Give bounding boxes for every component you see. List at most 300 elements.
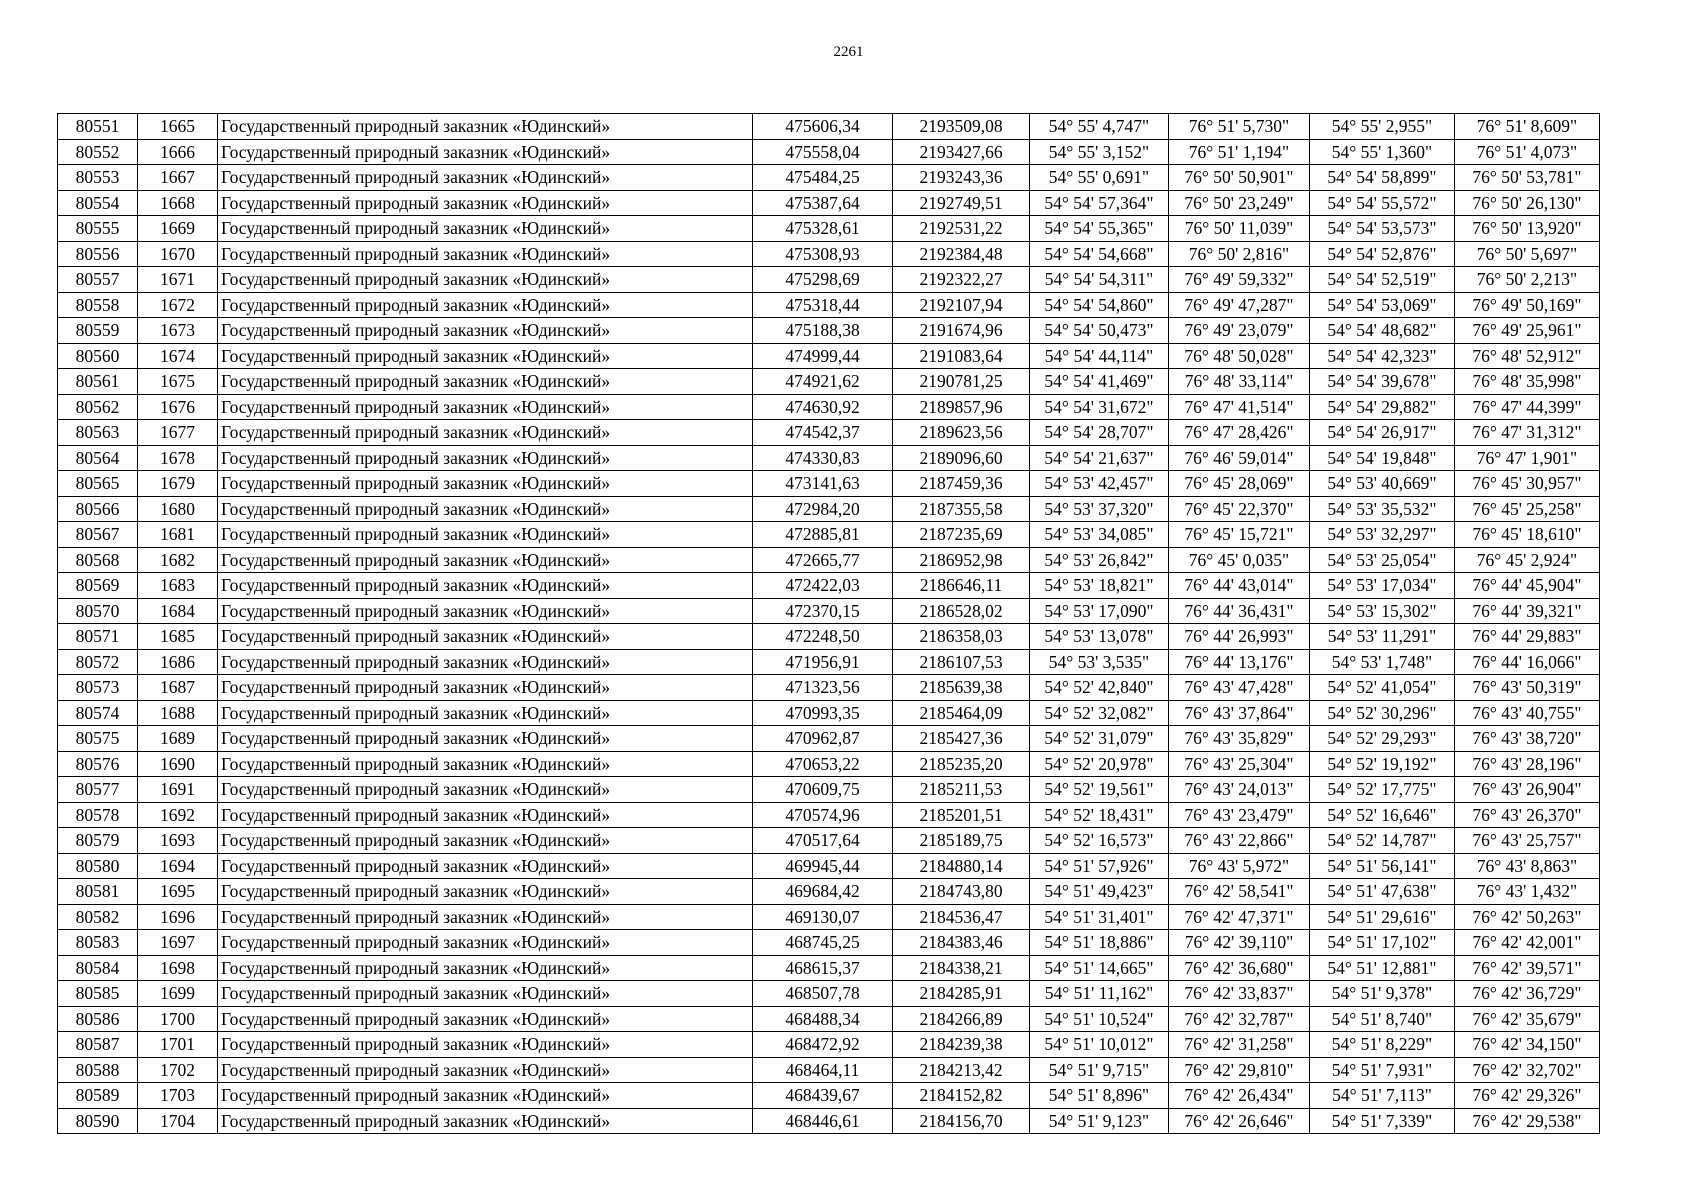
y-coordinate-cell: 2184880,14 <box>893 853 1030 879</box>
point-number-cell: 1670 <box>138 241 218 267</box>
x-coordinate-cell: 468488,34 <box>753 1006 893 1032</box>
longitude-1-cell: 76° 43' 47,428" <box>1169 675 1310 701</box>
row-number-cell: 80573 <box>58 675 138 701</box>
latitude-2-cell: 54° 53' 35,532" <box>1310 496 1455 522</box>
x-coordinate-cell: 468439,67 <box>753 1083 893 1109</box>
table-row <box>58 981 1600 1007</box>
table-row <box>58 700 1600 726</box>
y-coordinate-cell: 2191083,64 <box>893 343 1030 369</box>
longitude-1-cell: 76° 50' 50,901" <box>1169 165 1310 191</box>
latitude-2-cell: 54° 52' 19,192" <box>1310 751 1455 777</box>
longitude-1-cell: 76° 42' 47,371" <box>1169 904 1310 930</box>
longitude-1-cell: 76° 43' 5,972" <box>1169 853 1310 879</box>
y-coordinate-cell: 2185235,20 <box>893 751 1030 777</box>
y-coordinate-cell: 2186107,53 <box>893 649 1030 675</box>
y-coordinate-cell: 2191674,96 <box>893 318 1030 344</box>
point-number-cell: 1668 <box>138 190 218 216</box>
longitude-2-cell: 76° 51' 4,073" <box>1455 139 1600 165</box>
coordinates-table <box>57 113 1600 1134</box>
name-cell: Государственный природный заказник «Юдинский» <box>218 318 753 344</box>
longitude-2-cell: 76° 42' 34,150" <box>1455 1032 1600 1058</box>
x-coordinate-cell: 470993,35 <box>753 700 893 726</box>
name-cell: Государственный природный заказник «Юдинский» <box>218 573 753 599</box>
y-coordinate-cell: 2189623,56 <box>893 420 1030 446</box>
point-number-cell: 1692 <box>138 802 218 828</box>
longitude-1-cell: 76° 43' 24,013" <box>1169 777 1310 803</box>
row-number-cell: 80553 <box>58 165 138 191</box>
name-cell: Государственный природный заказник «Юдинский» <box>218 853 753 879</box>
latitude-1-cell: 54° 52' 31,079" <box>1030 726 1169 752</box>
longitude-1-cell: 76° 45' 0,035" <box>1169 547 1310 573</box>
x-coordinate-cell: 474542,37 <box>753 420 893 446</box>
longitude-2-cell: 76° 45' 30,957" <box>1455 471 1600 497</box>
x-coordinate-cell: 469130,07 <box>753 904 893 930</box>
latitude-1-cell: 54° 54' 54,668" <box>1030 241 1169 267</box>
latitude-2-cell: 54° 55' 1,360" <box>1310 139 1455 165</box>
longitude-2-cell: 76° 49' 25,961" <box>1455 318 1600 344</box>
name-cell: Государственный природный заказник «Юдинский» <box>218 1057 753 1083</box>
longitude-2-cell: 76° 50' 13,920" <box>1455 216 1600 242</box>
latitude-2-cell: 54° 51' 29,616" <box>1310 904 1455 930</box>
row-number-cell: 80580 <box>58 853 138 879</box>
point-number-cell: 1691 <box>138 777 218 803</box>
table-body <box>58 114 1600 1134</box>
longitude-1-cell: 76° 51' 1,194" <box>1169 139 1310 165</box>
page-number: 2261 <box>833 44 864 60</box>
row-number-cell: 80582 <box>58 904 138 930</box>
latitude-1-cell: 54° 54' 54,860" <box>1030 292 1169 318</box>
x-coordinate-cell: 475318,44 <box>753 292 893 318</box>
table-row <box>58 394 1600 420</box>
y-coordinate-cell: 2184285,91 <box>893 981 1030 1007</box>
y-coordinate-cell: 2187235,69 <box>893 522 1030 548</box>
latitude-2-cell: 54° 54' 39,678" <box>1310 369 1455 395</box>
table-row <box>58 318 1600 344</box>
x-coordinate-cell: 471956,91 <box>753 649 893 675</box>
table-row <box>58 471 1600 497</box>
point-number-cell: 1682 <box>138 547 218 573</box>
y-coordinate-cell: 2193427,66 <box>893 139 1030 165</box>
row-number-cell: 80567 <box>58 522 138 548</box>
point-number-cell: 1688 <box>138 700 218 726</box>
x-coordinate-cell: 474630,92 <box>753 394 893 420</box>
latitude-2-cell: 54° 51' 17,102" <box>1310 930 1455 956</box>
latitude-2-cell: 54° 52' 30,296" <box>1310 700 1455 726</box>
longitude-2-cell: 76° 42' 32,702" <box>1455 1057 1600 1083</box>
table-row <box>58 751 1600 777</box>
longitude-1-cell: 76° 49' 47,287" <box>1169 292 1310 318</box>
latitude-1-cell: 54° 54' 44,114" <box>1030 343 1169 369</box>
point-number-cell: 1698 <box>138 955 218 981</box>
longitude-2-cell: 76° 43' 25,757" <box>1455 828 1600 854</box>
row-number-cell: 80589 <box>58 1083 138 1109</box>
latitude-1-cell: 54° 55' 0,691" <box>1030 165 1169 191</box>
row-number-cell: 80552 <box>58 139 138 165</box>
row-number-cell: 80577 <box>58 777 138 803</box>
longitude-2-cell: 76° 48' 52,912" <box>1455 343 1600 369</box>
row-number-cell: 80558 <box>58 292 138 318</box>
latitude-2-cell: 54° 51' 9,378" <box>1310 981 1455 1007</box>
name-cell: Государственный природный заказник «Юдинский» <box>218 955 753 981</box>
y-coordinate-cell: 2186358,03 <box>893 624 1030 650</box>
point-number-cell: 1704 <box>138 1108 218 1134</box>
latitude-2-cell: 54° 53' 1,748" <box>1310 649 1455 675</box>
name-cell: Государственный природный заказник «Юдинский» <box>218 190 753 216</box>
row-number-cell: 80559 <box>58 318 138 344</box>
latitude-1-cell: 54° 53' 26,842" <box>1030 547 1169 573</box>
row-number-cell: 80566 <box>58 496 138 522</box>
point-number-cell: 1683 <box>138 573 218 599</box>
latitude-1-cell: 54° 51' 18,886" <box>1030 930 1169 956</box>
longitude-2-cell: 76° 42' 42,001" <box>1455 930 1600 956</box>
x-coordinate-cell: 475606,34 <box>753 114 893 140</box>
y-coordinate-cell: 2185639,38 <box>893 675 1030 701</box>
latitude-1-cell: 54° 53' 17,090" <box>1030 598 1169 624</box>
y-coordinate-cell: 2185211,53 <box>893 777 1030 803</box>
name-cell: Государственный природный заказник «Юдинский» <box>218 1006 753 1032</box>
longitude-2-cell: 76° 45' 25,258" <box>1455 496 1600 522</box>
name-cell: Государственный природный заказник «Юдинский» <box>218 165 753 191</box>
row-number-cell: 80572 <box>58 649 138 675</box>
latitude-2-cell: 54° 51' 56,141" <box>1310 853 1455 879</box>
y-coordinate-cell: 2193243,36 <box>893 165 1030 191</box>
longitude-2-cell: 76° 42' 36,729" <box>1455 981 1600 1007</box>
point-number-cell: 1677 <box>138 420 218 446</box>
latitude-2-cell: 54° 52' 41,054" <box>1310 675 1455 701</box>
table-row <box>58 165 1600 191</box>
x-coordinate-cell: 470609,75 <box>753 777 893 803</box>
latitude-2-cell: 54° 53' 25,054" <box>1310 547 1455 573</box>
latitude-1-cell: 54° 54' 21,637" <box>1030 445 1169 471</box>
row-number-cell: 80568 <box>58 547 138 573</box>
table-row <box>58 522 1600 548</box>
row-number-cell: 80576 <box>58 751 138 777</box>
table-row <box>58 573 1600 599</box>
latitude-1-cell: 54° 51' 10,524" <box>1030 1006 1169 1032</box>
y-coordinate-cell: 2185201,51 <box>893 802 1030 828</box>
x-coordinate-cell: 475308,93 <box>753 241 893 267</box>
y-coordinate-cell: 2187355,58 <box>893 496 1030 522</box>
latitude-2-cell: 54° 53' 15,302" <box>1310 598 1455 624</box>
longitude-1-cell: 76° 49' 23,079" <box>1169 318 1310 344</box>
y-coordinate-cell: 2189096,60 <box>893 445 1030 471</box>
x-coordinate-cell: 468472,92 <box>753 1032 893 1058</box>
latitude-2-cell: 54° 51' 12,881" <box>1310 955 1455 981</box>
longitude-2-cell: 76° 47' 1,901" <box>1455 445 1600 471</box>
longitude-1-cell: 76° 45' 28,069" <box>1169 471 1310 497</box>
latitude-2-cell: 54° 54' 52,519" <box>1310 267 1455 293</box>
longitude-2-cell: 76° 43' 28,196" <box>1455 751 1600 777</box>
x-coordinate-cell: 470653,22 <box>753 751 893 777</box>
y-coordinate-cell: 2185427,36 <box>893 726 1030 752</box>
row-number-cell: 80564 <box>58 445 138 471</box>
table-row <box>58 624 1600 650</box>
longitude-1-cell: 76° 42' 31,258" <box>1169 1032 1310 1058</box>
row-number-cell: 80581 <box>58 879 138 905</box>
point-number-cell: 1699 <box>138 981 218 1007</box>
table-row <box>58 420 1600 446</box>
table-row <box>58 879 1600 905</box>
point-number-cell: 1673 <box>138 318 218 344</box>
point-number-cell: 1669 <box>138 216 218 242</box>
latitude-1-cell: 54° 53' 18,821" <box>1030 573 1169 599</box>
table-row <box>58 267 1600 293</box>
longitude-2-cell: 76° 50' 26,130" <box>1455 190 1600 216</box>
x-coordinate-cell: 474921,62 <box>753 369 893 395</box>
name-cell: Государственный природный заказник «Юдинский» <box>218 496 753 522</box>
longitude-1-cell: 76° 43' 23,479" <box>1169 802 1310 828</box>
name-cell: Государственный природный заказник «Юдинский» <box>218 267 753 293</box>
latitude-2-cell: 54° 51' 8,229" <box>1310 1032 1455 1058</box>
longitude-2-cell: 76° 47' 31,312" <box>1455 420 1600 446</box>
name-cell: Государственный природный заказник «Юдинский» <box>218 904 753 930</box>
longitude-1-cell: 76° 44' 36,431" <box>1169 598 1310 624</box>
name-cell: Государственный природный заказник «Юдинский» <box>218 522 753 548</box>
point-number-cell: 1676 <box>138 394 218 420</box>
longitude-1-cell: 76° 42' 58,541" <box>1169 879 1310 905</box>
latitude-1-cell: 54° 54' 28,707" <box>1030 420 1169 446</box>
row-number-cell: 80555 <box>58 216 138 242</box>
x-coordinate-cell: 469684,42 <box>753 879 893 905</box>
point-number-cell: 1689 <box>138 726 218 752</box>
row-number-cell: 80575 <box>58 726 138 752</box>
row-number-cell: 80551 <box>58 114 138 140</box>
x-coordinate-cell: 475387,64 <box>753 190 893 216</box>
point-number-cell: 1680 <box>138 496 218 522</box>
name-cell: Государственный природный заказник «Юдинский» <box>218 343 753 369</box>
name-cell: Государственный природный заказник «Юдинский» <box>218 369 753 395</box>
longitude-2-cell: 76° 45' 2,924" <box>1455 547 1600 573</box>
longitude-1-cell: 76° 44' 43,014" <box>1169 573 1310 599</box>
name-cell: Государственный природный заказник «Юдинский» <box>218 420 753 446</box>
longitude-1-cell: 76° 50' 2,816" <box>1169 241 1310 267</box>
row-number-cell: 80588 <box>58 1057 138 1083</box>
y-coordinate-cell: 2184156,70 <box>893 1108 1030 1134</box>
latitude-1-cell: 54° 54' 57,364" <box>1030 190 1169 216</box>
longitude-2-cell: 76° 42' 29,538" <box>1455 1108 1600 1134</box>
longitude-1-cell: 76° 42' 26,646" <box>1169 1108 1310 1134</box>
row-number-cell: 80583 <box>58 930 138 956</box>
name-cell: Государственный природный заказник «Юдинский» <box>218 216 753 242</box>
table-row <box>58 1083 1600 1109</box>
latitude-1-cell: 54° 53' 34,085" <box>1030 522 1169 548</box>
longitude-2-cell: 76° 42' 29,326" <box>1455 1083 1600 1109</box>
name-cell: Государственный природный заказник «Юдинский» <box>218 675 753 701</box>
latitude-1-cell: 54° 55' 4,747" <box>1030 114 1169 140</box>
longitude-1-cell: 76° 48' 33,114" <box>1169 369 1310 395</box>
latitude-2-cell: 54° 52' 14,787" <box>1310 828 1455 854</box>
x-coordinate-cell: 472422,03 <box>753 573 893 599</box>
x-coordinate-cell: 475558,04 <box>753 139 893 165</box>
latitude-1-cell: 54° 55' 3,152" <box>1030 139 1169 165</box>
row-number-cell: 80565 <box>58 471 138 497</box>
longitude-2-cell: 76° 43' 26,370" <box>1455 802 1600 828</box>
y-coordinate-cell: 2184266,89 <box>893 1006 1030 1032</box>
row-number-cell: 80579 <box>58 828 138 854</box>
table-row <box>58 547 1600 573</box>
longitude-2-cell: 76° 48' 35,998" <box>1455 369 1600 395</box>
x-coordinate-cell: 468507,78 <box>753 981 893 1007</box>
point-number-cell: 1675 <box>138 369 218 395</box>
longitude-2-cell: 76° 43' 38,720" <box>1455 726 1600 752</box>
x-coordinate-cell: 468446,61 <box>753 1108 893 1134</box>
x-coordinate-cell: 472984,20 <box>753 496 893 522</box>
row-number-cell: 80578 <box>58 802 138 828</box>
longitude-1-cell: 76° 51' 5,730" <box>1169 114 1310 140</box>
point-number-cell: 1684 <box>138 598 218 624</box>
latitude-1-cell: 54° 52' 42,840" <box>1030 675 1169 701</box>
x-coordinate-cell: 472885,81 <box>753 522 893 548</box>
latitude-1-cell: 54° 53' 42,457" <box>1030 471 1169 497</box>
name-cell: Государственный природный заказник «Юдинский» <box>218 828 753 854</box>
y-coordinate-cell: 2186952,98 <box>893 547 1030 573</box>
table-row <box>58 241 1600 267</box>
row-number-cell: 80554 <box>58 190 138 216</box>
x-coordinate-cell: 470574,96 <box>753 802 893 828</box>
longitude-2-cell: 76° 43' 8,863" <box>1455 853 1600 879</box>
longitude-2-cell: 76° 50' 2,213" <box>1455 267 1600 293</box>
table-row <box>58 114 1600 140</box>
name-cell: Государственный природный заказник «Юдинский» <box>218 1083 753 1109</box>
latitude-1-cell: 54° 52' 32,082" <box>1030 700 1169 726</box>
table-row <box>58 1108 1600 1134</box>
name-cell: Государственный природный заказник «Юдинский» <box>218 777 753 803</box>
row-number-cell: 80569 <box>58 573 138 599</box>
longitude-1-cell: 76° 46' 59,014" <box>1169 445 1310 471</box>
name-cell: Государственный природный заказник «Юдинский» <box>218 471 753 497</box>
latitude-1-cell: 54° 52' 16,573" <box>1030 828 1169 854</box>
longitude-1-cell: 76° 43' 22,866" <box>1169 828 1310 854</box>
longitude-2-cell: 76° 44' 16,066" <box>1455 649 1600 675</box>
point-number-cell: 1674 <box>138 343 218 369</box>
latitude-1-cell: 54° 51' 10,012" <box>1030 1032 1169 1058</box>
latitude-2-cell: 54° 54' 58,899" <box>1310 165 1455 191</box>
longitude-1-cell: 76° 50' 11,039" <box>1169 216 1310 242</box>
point-number-cell: 1701 <box>138 1032 218 1058</box>
row-number-cell: 80561 <box>58 369 138 395</box>
table-row <box>58 343 1600 369</box>
name-cell: Государственный природный заказник «Юдинский» <box>218 445 753 471</box>
table-row <box>58 853 1600 879</box>
latitude-1-cell: 54° 52' 18,431" <box>1030 802 1169 828</box>
longitude-1-cell: 76° 42' 36,680" <box>1169 955 1310 981</box>
table-row <box>58 802 1600 828</box>
row-number-cell: 80563 <box>58 420 138 446</box>
table-row <box>58 649 1600 675</box>
row-number-cell: 80562 <box>58 394 138 420</box>
latitude-1-cell: 54° 51' 57,926" <box>1030 853 1169 879</box>
latitude-1-cell: 54° 51' 9,715" <box>1030 1057 1169 1083</box>
longitude-2-cell: 76° 42' 50,263" <box>1455 904 1600 930</box>
row-number-cell: 80574 <box>58 700 138 726</box>
row-number-cell: 80570 <box>58 598 138 624</box>
row-number-cell: 80571 <box>58 624 138 650</box>
table-row <box>58 726 1600 752</box>
latitude-2-cell: 54° 53' 32,297" <box>1310 522 1455 548</box>
y-coordinate-cell: 2184383,46 <box>893 930 1030 956</box>
table-row <box>58 1057 1600 1083</box>
y-coordinate-cell: 2189857,96 <box>893 394 1030 420</box>
row-number-cell: 80557 <box>58 267 138 293</box>
longitude-1-cell: 76° 42' 32,787" <box>1169 1006 1310 1032</box>
name-cell: Государственный природный заказник «Юдинский» <box>218 241 753 267</box>
latitude-1-cell: 54° 53' 3,535" <box>1030 649 1169 675</box>
latitude-2-cell: 54° 52' 17,775" <box>1310 777 1455 803</box>
latitude-2-cell: 54° 54' 29,882" <box>1310 394 1455 420</box>
name-cell: Государственный природный заказник «Юдинский» <box>218 139 753 165</box>
longitude-1-cell: 76° 48' 50,028" <box>1169 343 1310 369</box>
y-coordinate-cell: 2184213,42 <box>893 1057 1030 1083</box>
longitude-1-cell: 76° 42' 33,837" <box>1169 981 1310 1007</box>
longitude-1-cell: 76° 42' 29,810" <box>1169 1057 1310 1083</box>
longitude-1-cell: 76° 42' 39,110" <box>1169 930 1310 956</box>
x-coordinate-cell: 472665,77 <box>753 547 893 573</box>
row-number-cell: 80585 <box>58 981 138 1007</box>
longitude-2-cell: 76° 43' 1,432" <box>1455 879 1600 905</box>
latitude-2-cell: 54° 54' 48,682" <box>1310 318 1455 344</box>
latitude-2-cell: 54° 54' 42,323" <box>1310 343 1455 369</box>
latitude-1-cell: 54° 54' 55,365" <box>1030 216 1169 242</box>
longitude-2-cell: 76° 50' 5,697" <box>1455 241 1600 267</box>
longitude-1-cell: 76° 50' 23,249" <box>1169 190 1310 216</box>
longitude-2-cell: 76° 42' 35,679" <box>1455 1006 1600 1032</box>
name-cell: Государственный природный заказник «Юдинский» <box>218 879 753 905</box>
x-coordinate-cell: 474999,44 <box>753 343 893 369</box>
latitude-1-cell: 54° 51' 49,423" <box>1030 879 1169 905</box>
point-number-cell: 1665 <box>138 114 218 140</box>
longitude-2-cell: 76° 45' 18,610" <box>1455 522 1600 548</box>
latitude-2-cell: 54° 52' 29,293" <box>1310 726 1455 752</box>
longitude-1-cell: 76° 45' 22,370" <box>1169 496 1310 522</box>
name-cell: Государственный природный заказник «Юдинский» <box>218 1108 753 1134</box>
latitude-2-cell: 54° 53' 17,034" <box>1310 573 1455 599</box>
y-coordinate-cell: 2192322,27 <box>893 267 1030 293</box>
latitude-2-cell: 54° 54' 52,876" <box>1310 241 1455 267</box>
y-coordinate-cell: 2184743,80 <box>893 879 1030 905</box>
table-row <box>58 930 1600 956</box>
point-number-cell: 1696 <box>138 904 218 930</box>
longitude-1-cell: 76° 43' 25,304" <box>1169 751 1310 777</box>
y-coordinate-cell: 2192384,48 <box>893 241 1030 267</box>
point-number-cell: 1672 <box>138 292 218 318</box>
x-coordinate-cell: 468745,25 <box>753 930 893 956</box>
latitude-1-cell: 54° 52' 20,978" <box>1030 751 1169 777</box>
point-number-cell: 1690 <box>138 751 218 777</box>
x-coordinate-cell: 472370,15 <box>753 598 893 624</box>
latitude-2-cell: 54° 51' 47,638" <box>1310 879 1455 905</box>
latitude-1-cell: 54° 53' 13,078" <box>1030 624 1169 650</box>
point-number-cell: 1687 <box>138 675 218 701</box>
table-row <box>58 445 1600 471</box>
table-row <box>58 496 1600 522</box>
latitude-1-cell: 54° 52' 19,561" <box>1030 777 1169 803</box>
longitude-2-cell: 76° 44' 39,321" <box>1455 598 1600 624</box>
y-coordinate-cell: 2192531,22 <box>893 216 1030 242</box>
latitude-2-cell: 54° 51' 7,931" <box>1310 1057 1455 1083</box>
table-row <box>58 292 1600 318</box>
longitude-1-cell: 76° 47' 41,514" <box>1169 394 1310 420</box>
latitude-2-cell: 54° 53' 11,291" <box>1310 624 1455 650</box>
longitude-1-cell: 76° 44' 13,176" <box>1169 649 1310 675</box>
row-number-cell: 80560 <box>58 343 138 369</box>
point-number-cell: 1681 <box>138 522 218 548</box>
table-row <box>58 675 1600 701</box>
x-coordinate-cell: 475298,69 <box>753 267 893 293</box>
latitude-1-cell: 54° 54' 54,311" <box>1030 267 1169 293</box>
name-cell: Государственный природный заказник «Юдинский» <box>218 547 753 573</box>
point-number-cell: 1697 <box>138 930 218 956</box>
row-number-cell: 80587 <box>58 1032 138 1058</box>
